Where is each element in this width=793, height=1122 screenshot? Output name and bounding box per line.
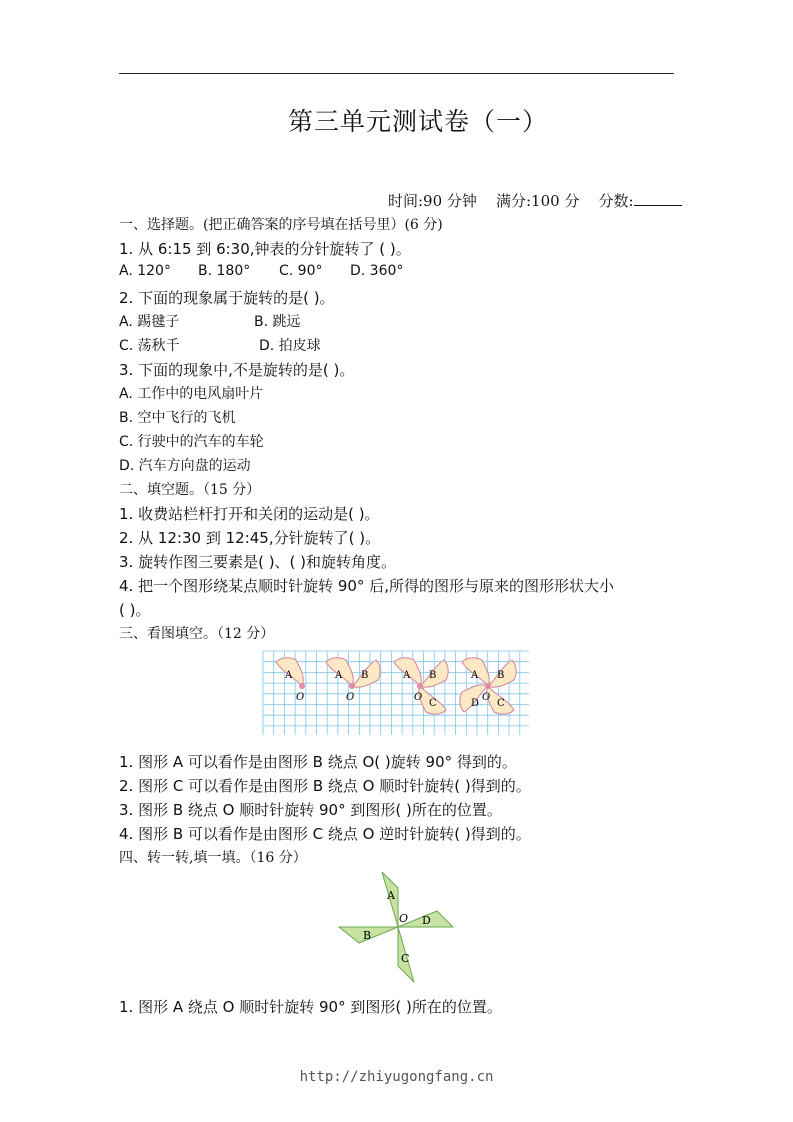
s2-question-4-continued: ( )。: [119, 601, 151, 619]
section-4-heading: 四、转一转,填一填。（16 分）: [119, 850, 307, 866]
petal-label-a-group-2: A: [335, 670, 343, 681]
petal-label-c-group-4: C: [497, 698, 505, 709]
center-label-o-group-3: O: [414, 692, 423, 703]
s3-question-1: 1. 图形 A 可以看作是由图形 B 绕点 O( )旋转 90° 得到的。: [119, 753, 517, 771]
s2-question-2: 2. 从 12:30 到 12:45,分针旋转了( )。: [119, 529, 381, 547]
s1-question-3: 3. 下面的现象中,不是旋转的是( )。: [119, 361, 355, 379]
s1-q1-option-d: D. 360°: [350, 263, 404, 279]
time-label: 时间:90 分钟: [388, 192, 477, 210]
center-point-group-2: [349, 683, 355, 689]
center-label-o-group-2: O: [346, 692, 355, 703]
petal-label-a-group-1: A: [285, 670, 293, 681]
label-a: A: [387, 889, 395, 902]
s1-q3-option-b: B. 空中飞行的飞机: [119, 410, 236, 426]
s1-q1-option-c: C. 90°: [279, 263, 323, 279]
center-label-o-group-1: O: [296, 692, 305, 703]
s1-q3-option-c: C. 行驶中的汽车的车轮: [119, 434, 264, 450]
s3-question-3: 3. 图形 B 绕点 O 顺时针旋转 90° 到图形( )所在的位置。: [119, 801, 502, 819]
label-o: O: [399, 912, 409, 925]
center-point-group-4: [485, 683, 491, 689]
s3-question-4: 4. 图形 B 可以看作是由图形 C 绕点 O 逆时针旋转( )得到的。: [119, 825, 531, 843]
s1-q3-option-a: A. 工作中的电风扇叶片: [119, 386, 264, 402]
section-2-heading: 二、填空题。（15 分）: [119, 482, 261, 498]
petal-label-d-group-4: D: [471, 698, 480, 709]
pinwheel-figure: [336, 866, 458, 988]
s1-q2-option-c: C. 荡秋千: [119, 338, 180, 354]
exam-meta: [388, 190, 682, 211]
s1-q2-option-d: D. 拍皮球: [259, 338, 321, 354]
s1-question-1: 1. 从 6:15 到 6:30,钟表的分针旋转了 ( )。: [119, 240, 411, 258]
center-point-group-3: [417, 683, 423, 689]
s2-question-1: 1. 收费站栏杆打开和关闭的运动是( )。: [119, 505, 380, 523]
petal-label-b-group-2: B: [361, 670, 369, 681]
petal-label-a-group-4: A: [471, 670, 479, 681]
label-c: C: [401, 952, 410, 965]
center-point-group-1: [299, 683, 305, 689]
s4-question-1: 1. 图形 A 绕点 O 顺时针旋转 90° 到图形( )所在的位置。: [119, 998, 502, 1016]
s1-q1-option-a: A. 120°: [119, 263, 171, 279]
s1-q2-option-a: A. 踢毽子: [119, 314, 180, 330]
s3-question-2: 2. 图形 C 可以看作是由图形 B 绕点 O 顺时针旋转( )得到的。: [119, 777, 531, 795]
s2-question-3: 3. 旋转作图三要素是( )、( )和旋转角度。: [119, 553, 397, 571]
score-blank[interactable]: [634, 191, 682, 206]
center-label-o-group-4: O: [482, 692, 491, 703]
s1-q1-option-b: B. 180°: [198, 263, 251, 279]
petal-label-a-group-3: A: [403, 670, 411, 681]
section-3-heading: 三、看图填空。（12 分）: [119, 626, 275, 642]
header-rule: [119, 73, 674, 74]
label-b: B: [363, 929, 372, 942]
section-1-heading: 一、选择题。(把正确答案的序号填在括号里）(6 分): [119, 217, 443, 233]
label-d: D: [422, 914, 431, 927]
score-label: 分数:: [598, 192, 634, 210]
full-score-label: 满分:100 分: [496, 192, 580, 210]
s2-question-4: 4. 把一个图形绕某点顺时针旋转 90° 后,所得的图形与原来的图形形状大小: [119, 577, 614, 595]
page-title: 第三单元测试卷（一）: [287, 107, 548, 136]
petal-label-c-group-3: C: [429, 698, 437, 709]
footer-url: http://zhiyugongfang.cn: [299, 1069, 494, 1085]
petal-label-b-group-4: B: [497, 670, 505, 681]
petal-label-b-group-3: B: [429, 670, 437, 681]
s1-q2-option-b: B. 跳远: [254, 314, 301, 330]
petal-rotation-figure: [262, 650, 530, 736]
s1-q3-option-d: D. 汽车方向盘的运动: [119, 458, 251, 474]
s1-question-2: 2. 下面的现象属于旋转的是( )。: [119, 289, 335, 307]
